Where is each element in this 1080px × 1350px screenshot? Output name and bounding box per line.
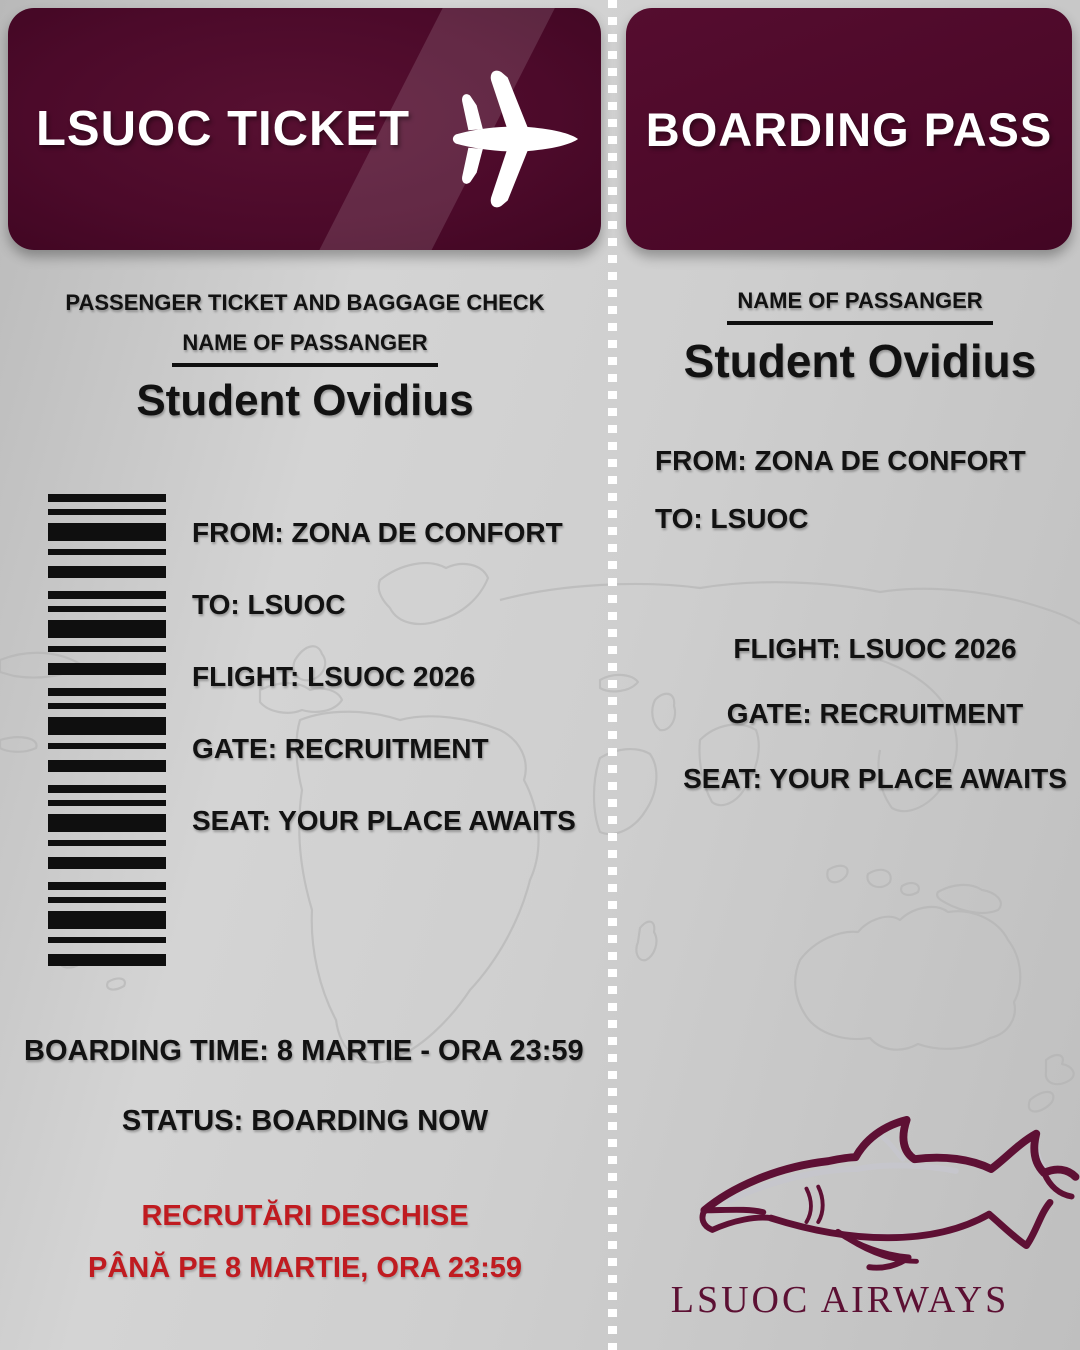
- perforation-line: [608, 0, 617, 1350]
- left-passenger-name: Student Ovidius: [136, 376, 474, 425]
- barcode: [48, 494, 166, 978]
- shark-logo-icon: [688, 1116, 1080, 1278]
- left-detail-seat: SEAT: YOUR PLACE AWAITS: [192, 805, 576, 836]
- left-name-label-wrap: [0, 330, 610, 367]
- right-route-from: FROM: ZONA DE CONFORT: [655, 445, 1026, 476]
- right-route: [655, 444, 1026, 536]
- boarding-time: BOARDING TIME: 8 MARTIE - ORA 23:59: [24, 1035, 584, 1067]
- right-ticket-header: [626, 8, 1072, 250]
- left-detail-from: FROM: ZONA DE CONFORT: [192, 517, 563, 548]
- status-line: STATUS: BOARDING NOW: [121, 1105, 489, 1137]
- left-detail-to: TO: LSUOC: [192, 589, 346, 620]
- right-detail-flight: FLIGHT: LSUOC 2026: [733, 633, 1017, 664]
- right-passenger-name: Student Ovidius: [683, 335, 1037, 387]
- airplane-icon: [448, 64, 586, 214]
- notice-line-1: RECRUTĂRI DESCHISE: [141, 1200, 469, 1232]
- right-ticket-title: BOARDING PASS: [645, 102, 1053, 156]
- left-name-label: NAME OF PASSANGER: [172, 330, 437, 367]
- right-route-to: TO: LSUOC: [655, 503, 809, 534]
- right-name-label: NAME OF PASSANGER: [727, 288, 992, 325]
- left-flight-details: [192, 516, 576, 837]
- right-name-label-wrap: [640, 288, 1080, 325]
- right-detail-gate: GATE: RECRUITMENT: [726, 698, 1024, 729]
- right-flight-details: [650, 632, 1080, 796]
- left-detail-gate: GATE: RECRUITMENT: [192, 733, 489, 764]
- notice-line-2: PÂNĂ PE 8 MARTIE, ORA 23:59: [87, 1252, 523, 1284]
- left-detail-flight: FLIGHT: LSUOC 2026: [192, 661, 476, 692]
- airline-wordmark: LSUOC AIRWAYS: [670, 1279, 1010, 1321]
- right-detail-seat: SEAT: YOUR PLACE AWAITS: [683, 763, 1067, 794]
- left-ticket-subtitle: PASSENGER TICKET AND BAGGAGE CHECK: [65, 290, 545, 315]
- left-ticket-header: [8, 8, 601, 250]
- left-ticket-title: LSUOC TICKET: [36, 102, 411, 156]
